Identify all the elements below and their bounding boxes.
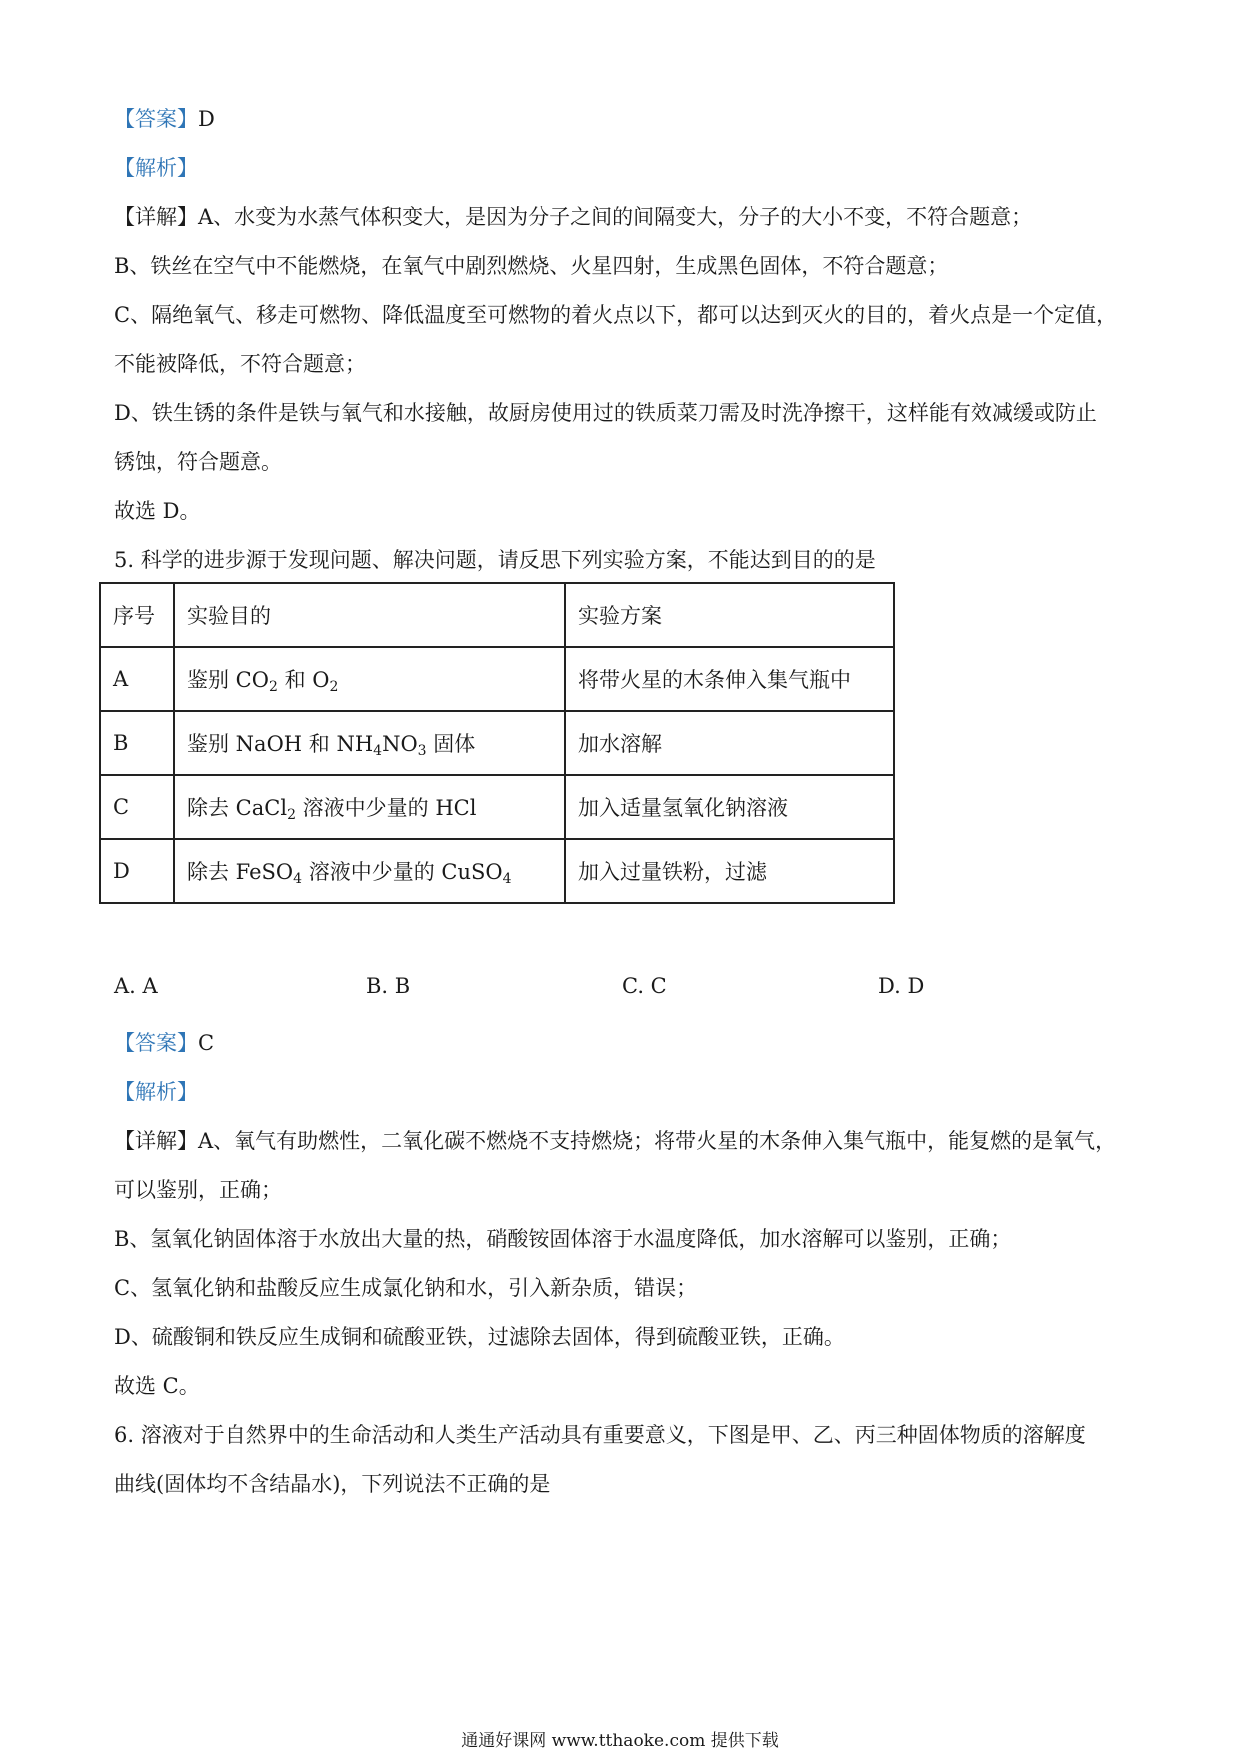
answer-tag: 【答案】 (114, 1031, 198, 1055)
choice-d: D. D (878, 974, 925, 998)
answer-value: C (198, 1031, 215, 1055)
choice-b: B. B (366, 974, 411, 998)
table-row (100, 711, 894, 775)
experiment-table (99, 582, 895, 904)
choice-a: A. A (114, 974, 158, 998)
q5-conclusion: 故选 C。 (114, 1374, 200, 1398)
row-plan: 加水溶解 (565, 711, 894, 775)
row-plan: 加入过量铁粉，过滤 (565, 839, 894, 903)
q5-line: C、氢氧化钠和盐酸反应生成氯化钠和水，引入新杂质，错误； (114, 1276, 698, 1300)
row-plan: 加入适量氢氧化钠溶液 (565, 775, 894, 839)
q4-conclusion: 故选 D。 (114, 499, 201, 523)
row-id: C (100, 775, 174, 839)
detail-tag: 【详解】 (114, 205, 198, 229)
table-header-cell: 实验目的 (174, 583, 565, 647)
q4-line: B、铁丝在空气中不能燃烧，在氧气中剧烈燃烧、火星四射，生成黑色固体，不符合题意； (114, 254, 949, 278)
detail-tag: 【详解】 (114, 1129, 198, 1153)
analysis-tag: 【解析】 (114, 156, 198, 180)
page-footer: 通通好课网 www.tthaoke.com 提供下载 (461, 1731, 779, 1751)
table-row (100, 839, 894, 903)
row-purpose: 鉴别 $CO_2$ 和 $O_2$ (174, 647, 565, 711)
row-purpose: 除去 FeSO$_4$ 溶液中少量的 CuSO$_4$ (174, 839, 565, 903)
analysis-tag: 【解析】 (114, 1080, 198, 1104)
q5-answer-line (114, 1029, 214, 1057)
q5-line: B、氢氧化钠固体溶于水放出大量的热，硝酸铵固体溶于水温度降低，加水溶解可以鉴别，正确； (114, 1227, 1012, 1251)
q5-question: 5. 科学的进步源于发现问题、解决问题，请反思下列实验方案，不能达到目的的是 (114, 548, 876, 572)
q4-line: D、铁生锈的条件是铁与氧气和水接触，故厨房使用过的铁质菜刀需及时洗净擦干，这样能有效减缓或防止 (114, 401, 1097, 425)
q5-line: D、硫酸铜和铁反应生成铜和硫酸亚铁，过滤除去固体，得到硫酸亚铁，正确。 (114, 1325, 845, 1349)
q4-line: 锈蚀，符合题意。 (114, 450, 282, 474)
table-header-cell: 序号 (100, 583, 174, 647)
table-row (100, 647, 894, 711)
q6-question-cont: 曲线(固体均不含结晶水)，下列说法不正确的是 (114, 1472, 551, 1496)
row-id: A (100, 647, 174, 711)
table-header-cell: 实验方案 (565, 583, 894, 647)
row-purpose: 鉴别 NaOH 和 $NH_4NO_3$ 固体 (174, 711, 565, 775)
q4-detail-text: A、水变为水蒸气体积变大，是因为分子之间的间隔变大，分子的大小不变，不符合题意； (198, 205, 1033, 229)
q4-line: C、隔绝氧气、移走可燃物、降低温度至可燃物的着火点以下，都可以达到灭火的目的，着火点是一个定值， (114, 303, 1118, 327)
answer-value: D (198, 107, 215, 131)
q5-detail-line (114, 1127, 1116, 1155)
row-id: B (100, 711, 174, 775)
row-plan: 将带火星的木条伸入集气瓶中 (565, 647, 894, 711)
choice-c: C. C (622, 974, 667, 998)
q5-detail-text: A、氧气有助燃性，二氧化碳不燃烧不支持燃烧；将带火星的木条伸入集气瓶中，能复燃的是氧气， (198, 1129, 1117, 1153)
q6-question: 6. 溶液对于自然界中的生命活动和人类生产活动具有重要意义，下图是甲、乙、丙三种固体物质的溶解度 (114, 1423, 1086, 1447)
q4-line: 不能被降低，不符合题意； (114, 352, 366, 376)
choice-row (114, 974, 1014, 1004)
q4-answer-line (114, 105, 215, 133)
table-row (100, 775, 894, 839)
q4-detail-line (114, 203, 1032, 231)
row-purpose: 除去 CaCl$_2$ 溶液中少量的 HCl (174, 775, 565, 839)
row-id: D (100, 839, 174, 903)
answer-tag: 【答案】 (114, 107, 198, 131)
q5-line: 可以鉴别，正确； (114, 1178, 282, 1202)
table-header-row (100, 583, 894, 647)
